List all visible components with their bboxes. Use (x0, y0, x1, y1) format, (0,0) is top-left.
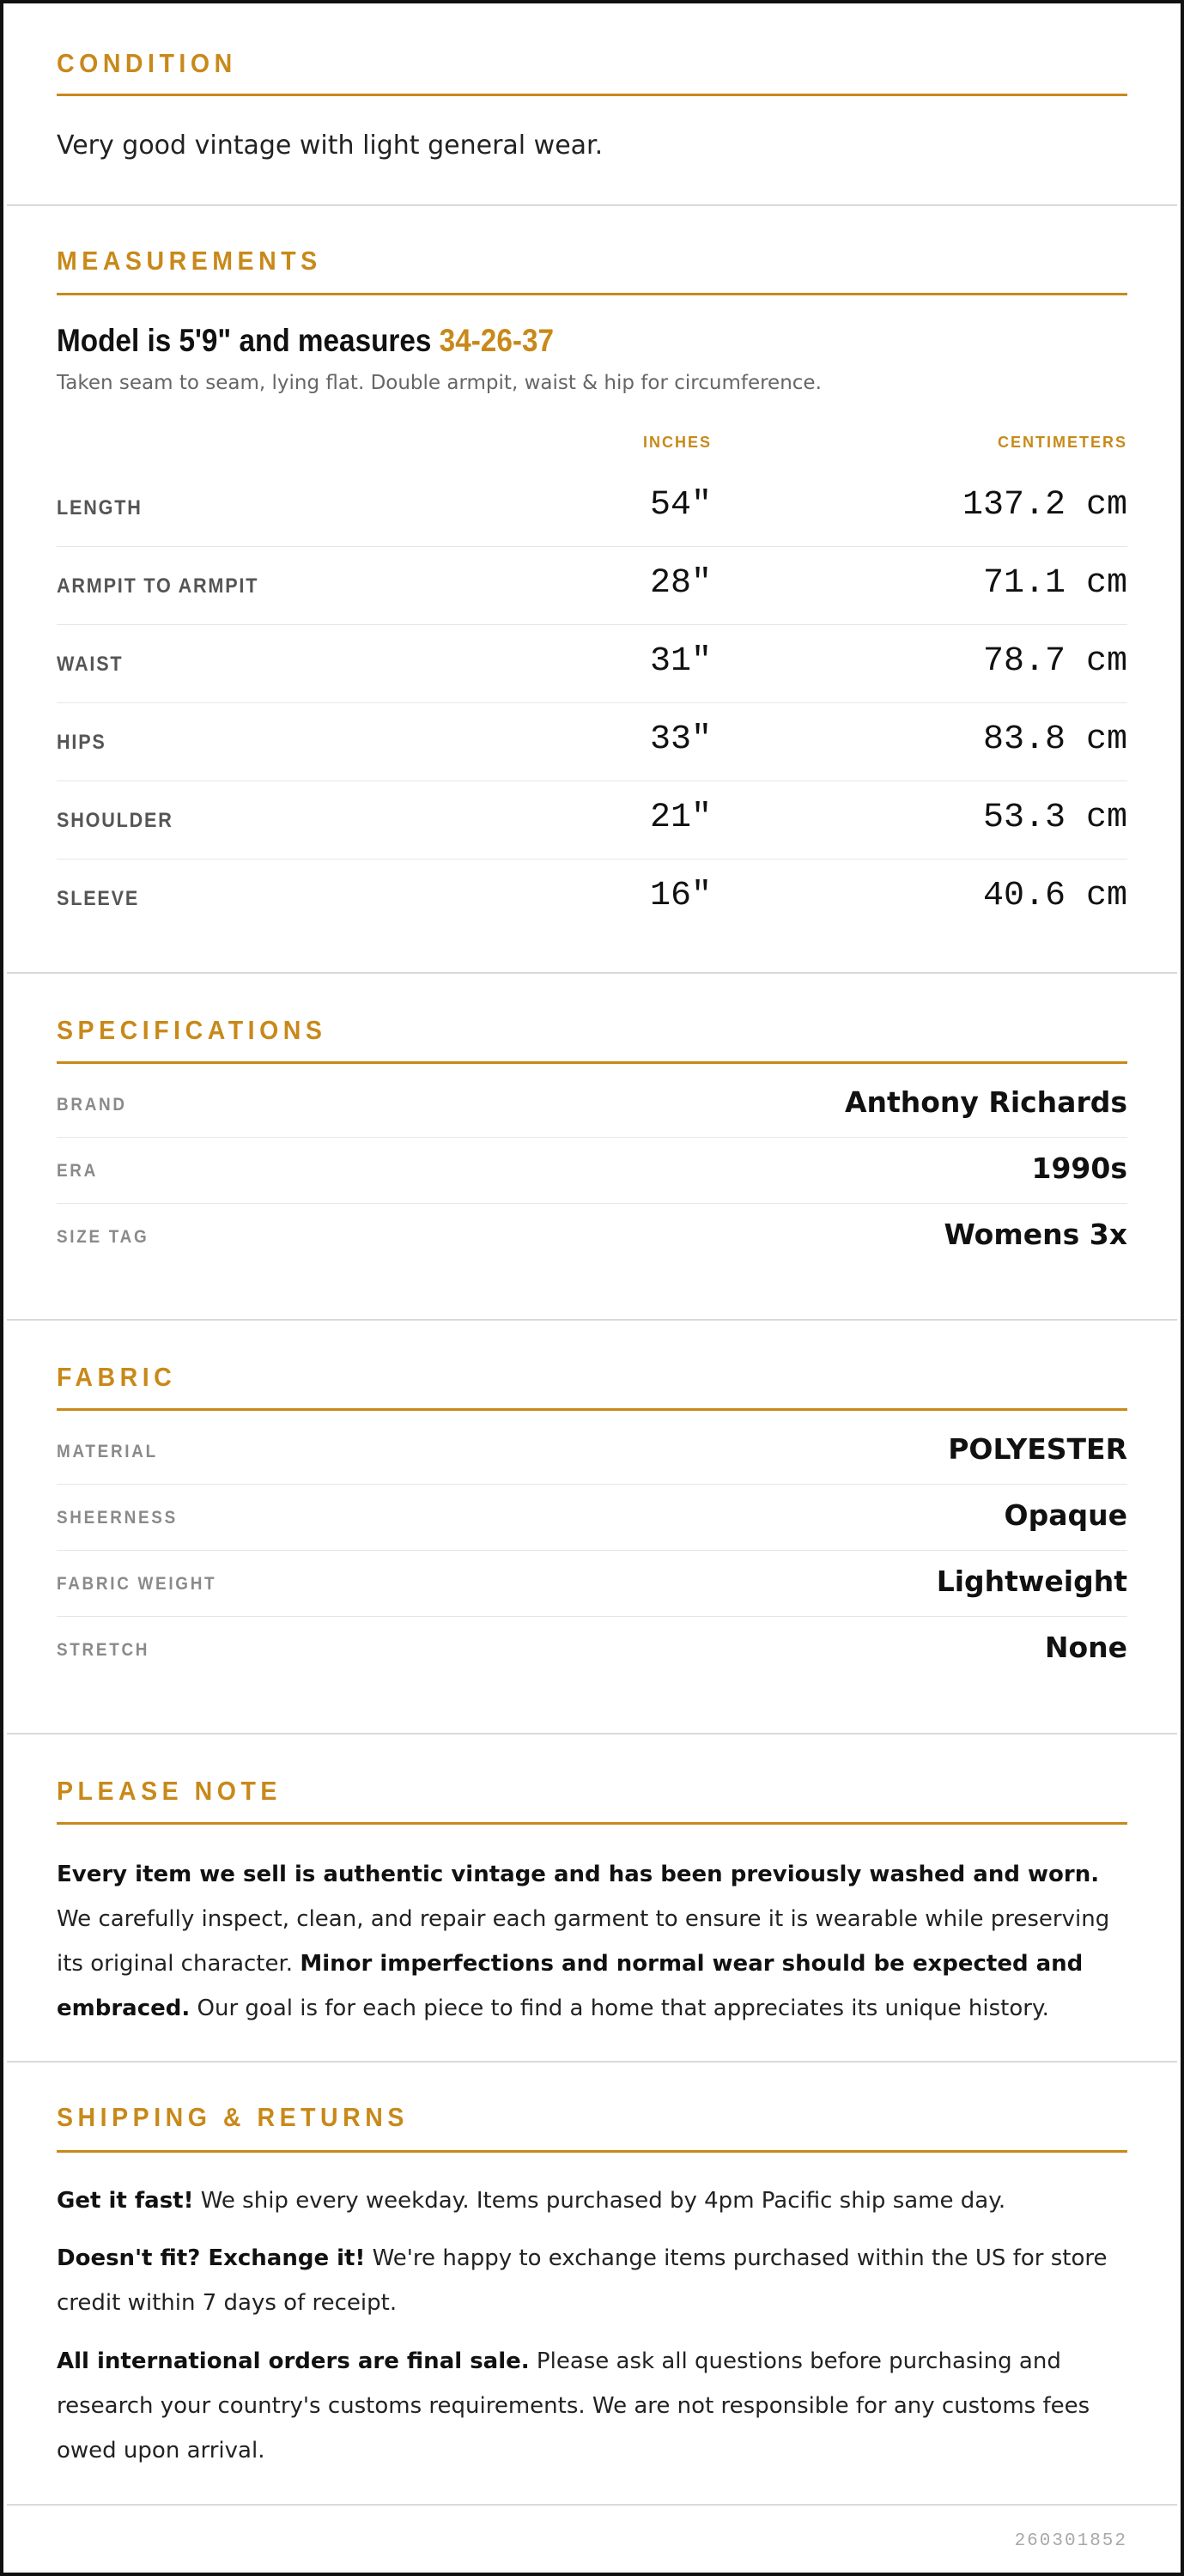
fabric-row-stretch (57, 1617, 1127, 1683)
condition-text: Very good vintage with light general wear. (57, 131, 604, 161)
please-note-bold-2: Minor imperfections and normal wear should be expected and embraced. (57, 1951, 1084, 2021)
measurements-section (7, 206, 1177, 974)
shipping-bold-1: Get it fast! (57, 2188, 194, 2214)
fabric-value: Lightweight (936, 1564, 1127, 1598)
spec-row-era (57, 1138, 1127, 1204)
shipping-returns-title: SHIPPING & RETURNS (57, 2102, 409, 2132)
fabric-label: MATERIAL (57, 1442, 158, 1461)
spec-value: 1990s (1031, 1151, 1127, 1185)
measurement-label: WAIST (57, 653, 124, 676)
measurement-cm: 137.2 cm (962, 486, 1127, 525)
shipping-returns-rule (57, 2150, 1127, 2153)
measurement-label: SHOULDER (57, 809, 173, 832)
spec-row-brand (57, 1072, 1127, 1138)
column-header-inches: INCHES (642, 434, 712, 451)
spec-value: Womens 3x (944, 1218, 1127, 1251)
measurement-inches: 28" (649, 564, 712, 603)
measurement-row-shoulder (57, 781, 1127, 860)
model-measures-prefix: Model is 5'9" and measures (57, 323, 440, 358)
specifications-title: SPECIFICATIONS (57, 1015, 327, 1045)
fabric-label: FABRIC WEIGHT (57, 1574, 217, 1594)
measurement-inches: 33" (649, 720, 712, 759)
measurements-title: MEASUREMENTS (57, 246, 322, 276)
measurement-row-armpit-to-armpit (57, 547, 1127, 625)
measurement-row-hips (57, 703, 1127, 781)
please-note-bold-1: Every item we sell is authentic vintage and has been previously washed and worn. (57, 1862, 1100, 1887)
fabric-section (7, 1321, 1177, 1735)
measurements-rule (57, 293, 1127, 295)
measurement-label: SLEEVE (57, 887, 140, 910)
specifications-section (7, 974, 1177, 1321)
measurement-row-length (57, 469, 1127, 547)
measurement-inches: 31" (649, 642, 712, 681)
condition-rule (57, 94, 1127, 96)
fabric-row-material (57, 1419, 1127, 1485)
please-note-title: PLEASE NOTE (57, 1776, 282, 1806)
fabric-title: FABRIC (57, 1362, 177, 1392)
shipping-text-2: We're happy to exchange items purchased within the US for store credit within 7 days of receipt. (57, 2245, 1108, 2316)
measurement-inches: 16" (649, 877, 712, 915)
measurement-cm: 40.6 cm (982, 877, 1127, 915)
please-note-text-1: We carefully inspect, clean, and repair each garment to ensure it is wearable while preserving its original character. (57, 1906, 1110, 1977)
measurement-inches: 21" (649, 799, 712, 837)
fabric-row-fabric-weight (57, 1551, 1127, 1617)
spec-label: BRAND (57, 1095, 127, 1115)
shipping-paragraph-1 (57, 2178, 1127, 2223)
spec-label: SIZE TAG (57, 1227, 149, 1247)
please-note-section (7, 1735, 1177, 2063)
shipping-bold-2: Doesn't fit? Exchange it! (57, 2245, 366, 2271)
measurement-cm: 78.7 cm (982, 642, 1127, 681)
shipping-returns-section (7, 2063, 1177, 2506)
condition-title: CONDITION (57, 48, 237, 78)
measurement-label: HIPS (57, 731, 106, 754)
shipping-text-3: Please ask all questions before purchasing and research your country's customs requirements. We are not responsible for any customs fees owed upon arrival. (57, 2348, 1090, 2464)
measurement-label: ARMPIT TO ARMPIT (57, 574, 259, 598)
spec-row-size-tag (57, 1204, 1127, 1270)
shipping-paragraph-3 (57, 2339, 1127, 2473)
spec-label: ERA (57, 1161, 99, 1181)
shipping-text-1: We ship every weekday. Items purchased by 4pm Pacific ship same day. (193, 2188, 1006, 2214)
fabric-label: SHEERNESS (57, 1508, 178, 1528)
column-header-centimeters: CENTIMETERS (997, 434, 1127, 451)
spec-value: Anthony Richards (844, 1085, 1127, 1119)
measurement-cm: 71.1 cm (982, 564, 1127, 603)
fabric-value: None (1044, 1631, 1127, 1664)
shipping-paragraph-2 (57, 2236, 1127, 2325)
measurement-cm: 53.3 cm (982, 799, 1127, 837)
please-note-rule (57, 1822, 1127, 1825)
fabric-value: Opaque (1004, 1498, 1127, 1532)
measurement-note: Taken seam to seam, lying flat. Double armpit, waist & hip for circumference. (57, 372, 822, 394)
measurement-cm: 83.8 cm (982, 720, 1127, 759)
fabric-rule (57, 1408, 1127, 1411)
model-measures-values: 34-26-37 (439, 323, 554, 358)
measurement-inches: 54" (649, 486, 712, 525)
please-note-paragraph (57, 1852, 1127, 2031)
product-code: 260301852 (1014, 2531, 1127, 2551)
model-measures-line (57, 323, 554, 359)
condition-section (7, 3, 1177, 206)
fabric-value: POLYESTER (948, 1432, 1127, 1466)
fabric-label: STRETCH (57, 1640, 150, 1660)
shipping-bold-3: All international orders are final sale. (57, 2348, 530, 2374)
measurement-row-sleeve (57, 860, 1127, 938)
specifications-rule (57, 1061, 1127, 1064)
measurement-row-waist (57, 625, 1127, 703)
fabric-row-sheerness (57, 1485, 1127, 1551)
measurement-label: LENGTH (57, 496, 143, 519)
please-note-text-2: Our goal is for each piece to find a home that appreciates its unique history. (190, 1996, 1049, 2021)
